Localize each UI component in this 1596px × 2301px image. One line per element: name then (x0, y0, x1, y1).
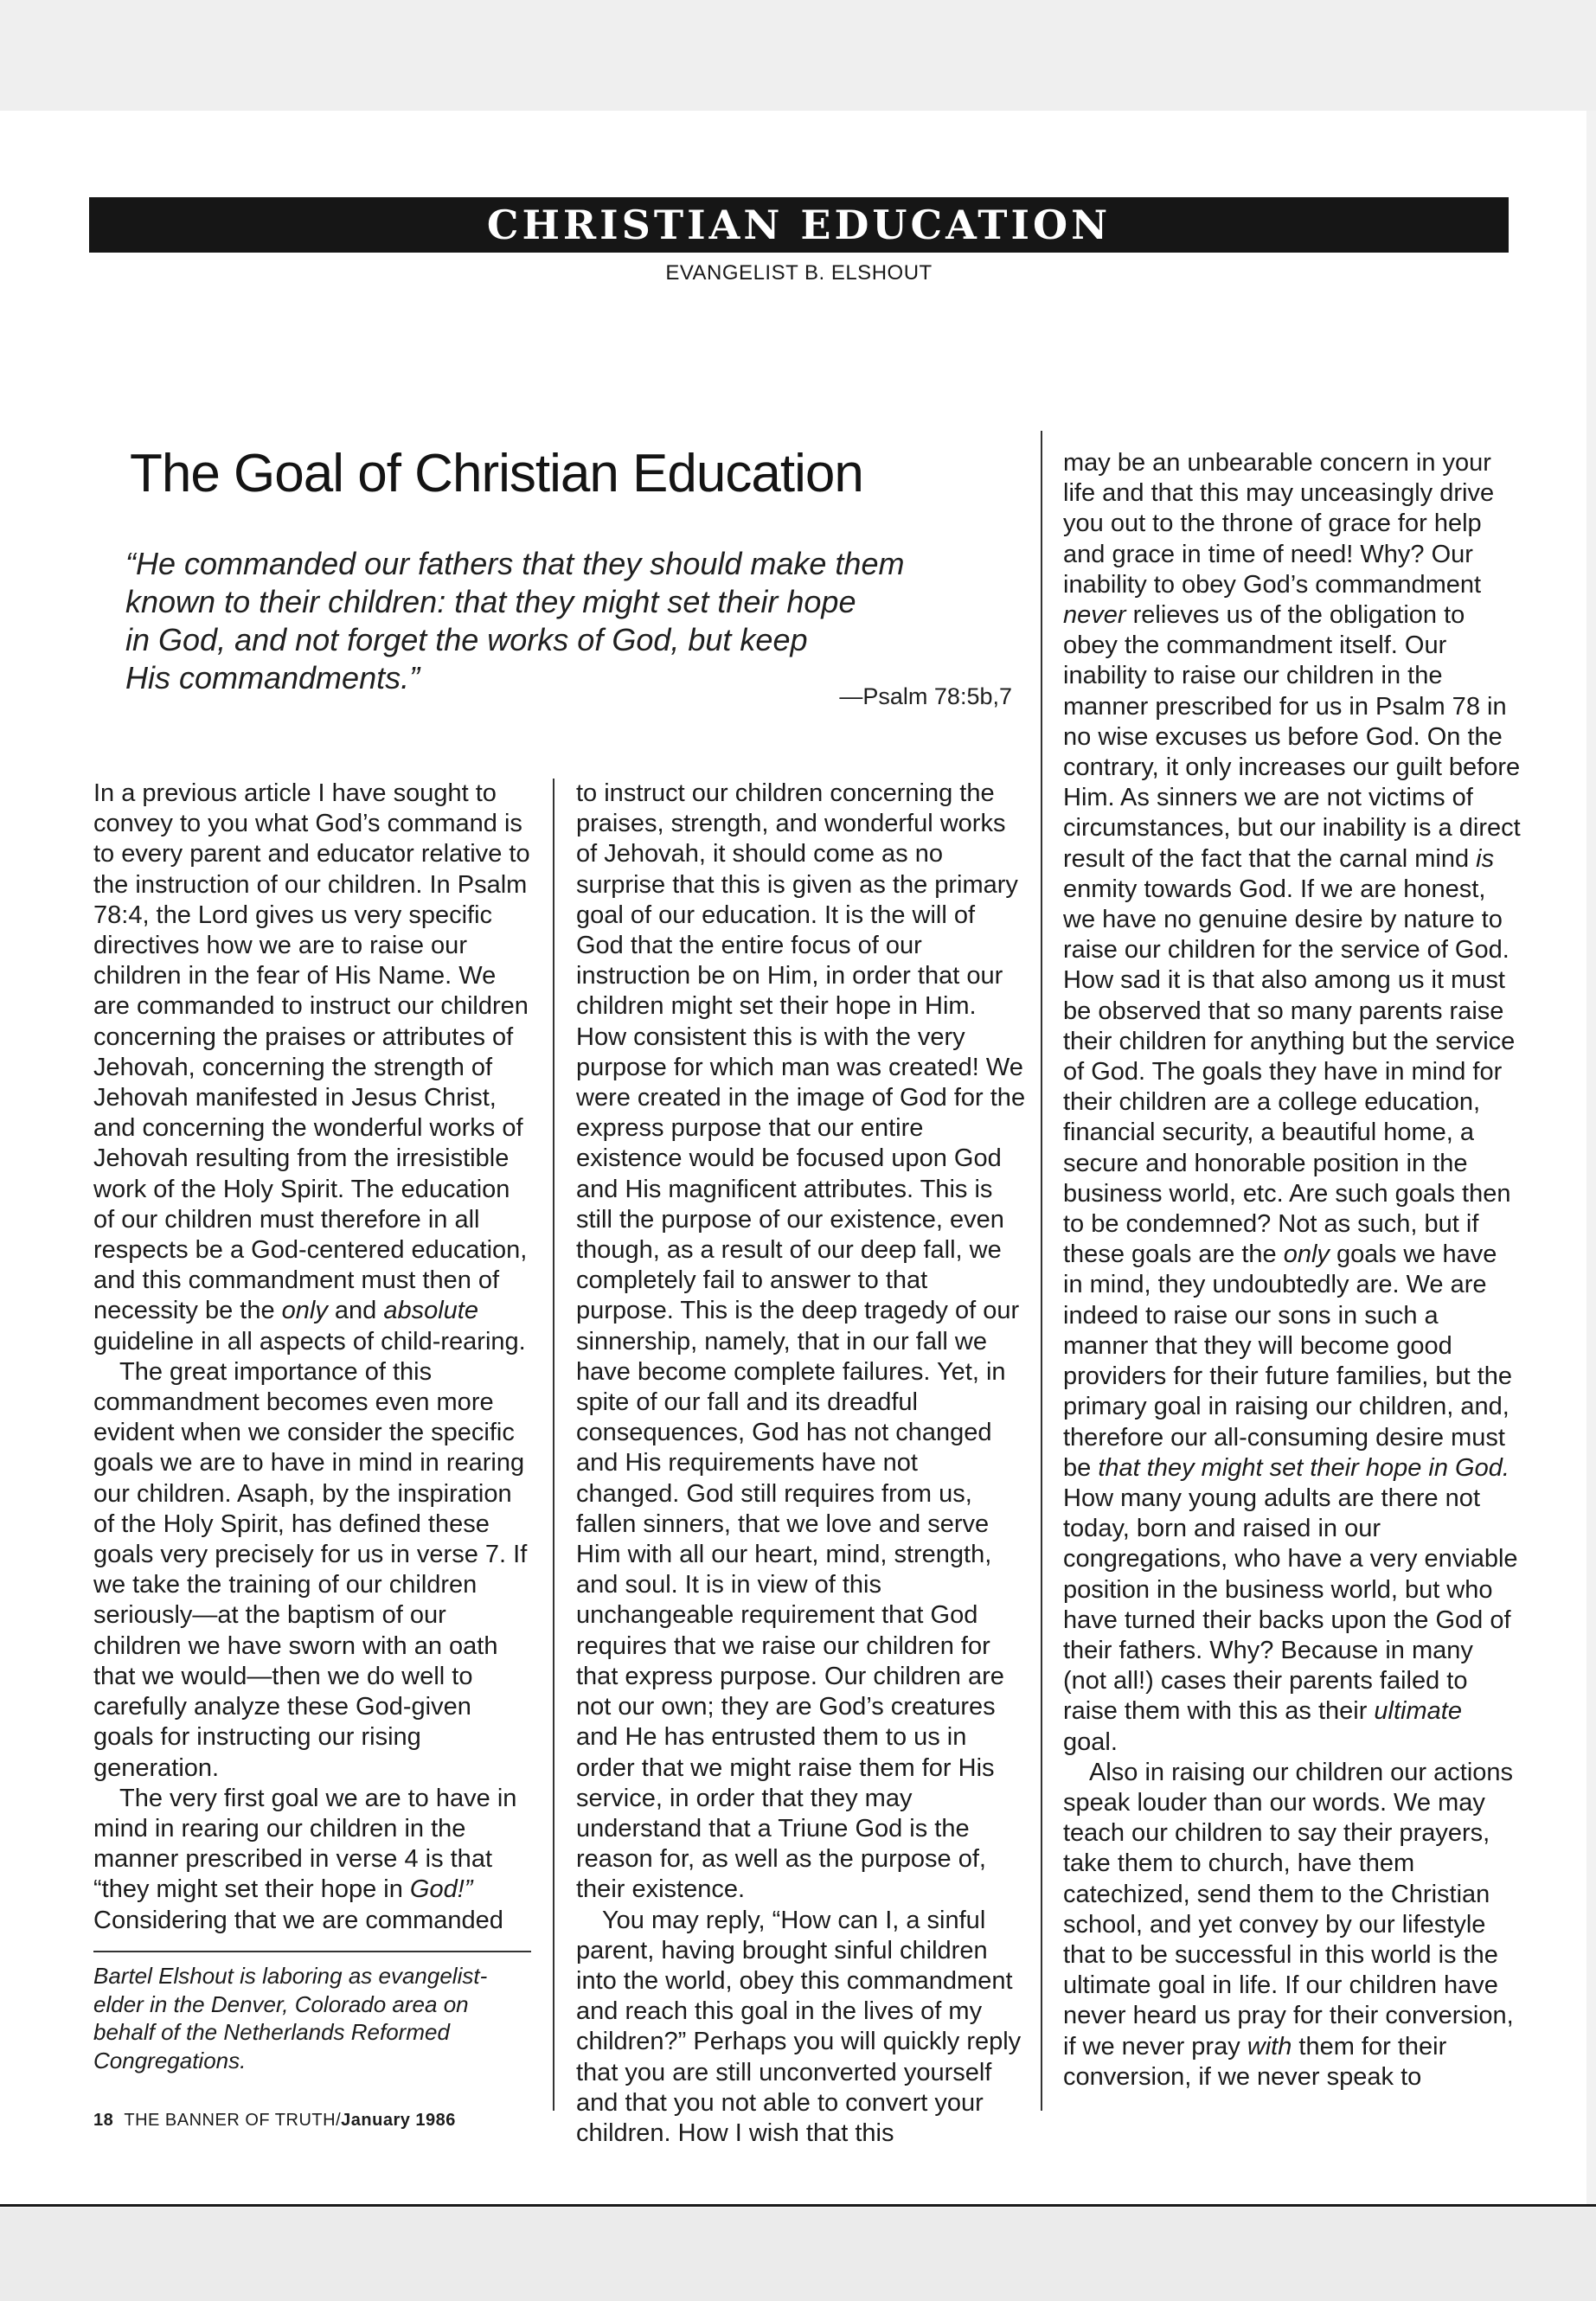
emphasis-text: God!” (409, 1875, 473, 1904)
page-number: 18 (93, 2111, 114, 2130)
epigraph-line: in God, and not forget the works of God, but keep (125, 622, 808, 657)
body-paragraph (1063, 1758, 1522, 2093)
section-title: CHRISTIAN EDUCATION (486, 202, 1112, 248)
paragraph-text: goals we have in mind, they undoubtedly are. We are indeed to raise our sons in such a manner that they will become good providers for their future families, but the primary goal in raising our children, and, therefore our all-consuming desire must be (1063, 1240, 1513, 1482)
emphasis-text: never (1063, 601, 1126, 630)
paragraph-text: How many young adults are there not today, born and raised in our congregations, who have a very enviable position in the business world, but who have turned their backs upon the God of their fathers. Why? Because in many (not all!) cases their parents failed to raise them with this as their (1063, 1484, 1518, 1726)
footnote-divider (93, 1951, 531, 1952)
epigraph-line: known to their children: that they might set their hope (125, 584, 856, 619)
paragraph-text: and (327, 1297, 384, 1325)
scan-bottom-margin (0, 2208, 1596, 2301)
emphasis-text: ultimate (1374, 1697, 1462, 1726)
emphasis-text: absolute (383, 1297, 478, 1325)
emphasis-text: that they might set their hope in God. (1098, 1453, 1509, 1482)
page-bottom-edge (0, 2204, 1596, 2207)
paragraph-text: Also in raising our children our actions speak louder than our words. We may teach our children to say their prayers, take them to church, have them catechized, send them to the Christian school, and yet convey by our lifestyle that to be successful in this world is the ultimate goal in life. If our children have never heard us pray for their conversion, if we never pray (1063, 1758, 1514, 2061)
scan-right-edge (1586, 111, 1596, 2204)
body-paragraph: You may reply, “How can I, a sinful parent, having brought sinful children into the world, obey this commandment and reach this goal in the lives of my children?” Perhaps you will quickly reply that you are still unconverted yourself and that you not able to convert your children. How I wish that this (576, 1906, 1022, 2147)
epigraph-quote (125, 545, 990, 697)
body-paragraph: to instruct our children concerning the praises, strength, and wonderful works of Jehovah, it should come as no surprise that this is given as the primary goal of our education. It is the will of God that the entire focus of our instruction be on Him, in order that our children might set their hope in Him. How consistent this is with the very purpose for which man was created! We were created in the image of God for the express purpose that our entire existence would be focused upon God and His magnificent attributes. This is still the purpose of our existence, even though, as a result of our deep fall, we completely fail to answer to that purpose. This is the deep tragedy of our sinnership, namely, that in our fall we have become complete failures. Yet, in spite of our fall and its dreadful consequences, God has not changed and His requirements have not changed. God still requires from us, fallen sinners, that we love and serve Him with all our heart, mind, strength, and soul. It is in view of this unchangeable requirement that God requires that we raise our children for that express purpose. Our children are not our own; they are God’s creatures and He has entrusted them to us in order that we might raise them for His service, in order that they may understand that a Triune God is the reason for, as well as the purpose of, their existence. (576, 779, 1026, 1904)
paragraph-text: The very first goal we are to have in mind in rearing our children in the manner prescribed in verse 4 is that “they might set their hope in (93, 1784, 517, 1904)
column-divider (1041, 431, 1042, 2111)
article-column-1 (93, 779, 530, 1936)
paragraph-text: them for their conversion, if we never speak to (1063, 2032, 1447, 2091)
author-byline: EVANGELIST B. ELSHOUT (665, 261, 933, 285)
body-paragraph: The great importance of this commandment becomes even more evident when we consider the specific goals we are to have in mind in rearing our children. Asaph, by the inspiration of the Holy Spirit, has defined these goals very precisely for us in verse 7. If we take the training of our children seriously—at the baptism of our children we have sworn with an oath that we would—then we do well to carefully analyze these God-given goals for instructing our rising generation. (93, 1357, 528, 1782)
paragraph-text: guideline in all aspects of child-rearing. (93, 1327, 526, 1356)
paragraph-text: enmity towards God. If we are honest, we have no genuine desire by nature to raise our children for the service of God. How sad it is that also among us it must be observed that so many parents raise their children for anything but the service of God. The goals they have in mind for their children are a college education, financial security, a beautiful home, a secure and honorable position in the business world, etc. Are such goals then to be condemned? Not as such, but if these goals are the (1063, 875, 1516, 1269)
scan-top-margin (0, 0, 1596, 111)
paragraph-text: relieves us of the obligation to obey the commandment itself. Our inability to raise our children in the manner prescribed for us in Psalm 78 in no wise excuses us before God. On the contrary, it only increases our guilt before Him. As sinners we are not victims of circumstances, but our inability is a direct result of the fact that the carnal mind (1063, 601, 1521, 873)
emphasis-text: is (1476, 844, 1495, 873)
emphasis-text: only (281, 1297, 328, 1325)
epigraph-source: —Psalm 78:5b,7 (839, 683, 1012, 709)
emphasis-text: only (1283, 1240, 1330, 1269)
epigraph-line: His commandments.” (125, 660, 420, 695)
paragraph-text: goal. (1063, 1727, 1118, 1756)
article-column-3 (1063, 448, 1522, 2093)
column-divider (553, 779, 554, 2111)
author-note: Bartel Elshout is laboring as evangelist-elder in the Denver, Colorado area on behalf of the Netherlands Reformed Congregations. (93, 1963, 488, 2073)
page-footer (93, 2111, 543, 2131)
paragraph-text: In a previous article I have sought to convey to you what God’s command is to every parent and educator relative to the instruction of our children. In Psalm 78:4, the Lord gives us very specific directives how we are to raise our children in the fear of His Name. We are commanded to instruct our children concerning the praises or attributes of Jehovah, concerning the strength of Jehovah manifested in Jesus Christ, and concerning the wonderful works of Jehovah resulting from the irresistible work of the Holy Spirit. The education of our children must therefore in all respects be a God-centered education, and this commandment must then of necessity be the (93, 779, 530, 1325)
body-paragraph (93, 779, 530, 1357)
body-paragraph (1063, 448, 1522, 1758)
paragraph-text: Considering that we are commanded (93, 1906, 503, 1934)
article-title: The Goal of Christian Education (130, 444, 863, 503)
paragraph-text: may be an unbearable concern in your life and that this may unceasingly drive you out to the throne of grace for help and grace in time of need! Why? Our inability to obey God’s commandment (1063, 449, 1495, 599)
epigraph-line: “He commanded our fathers that they should make them (125, 546, 905, 581)
publication-name: THE BANNER OF TRUTH/ (124, 2111, 342, 2130)
article-column-2 (576, 779, 1026, 2149)
body-paragraph (93, 1784, 530, 1936)
section-banner (89, 197, 1509, 253)
issue-date: January 1986 (341, 2111, 456, 2130)
emphasis-text: with (1247, 2032, 1292, 2061)
